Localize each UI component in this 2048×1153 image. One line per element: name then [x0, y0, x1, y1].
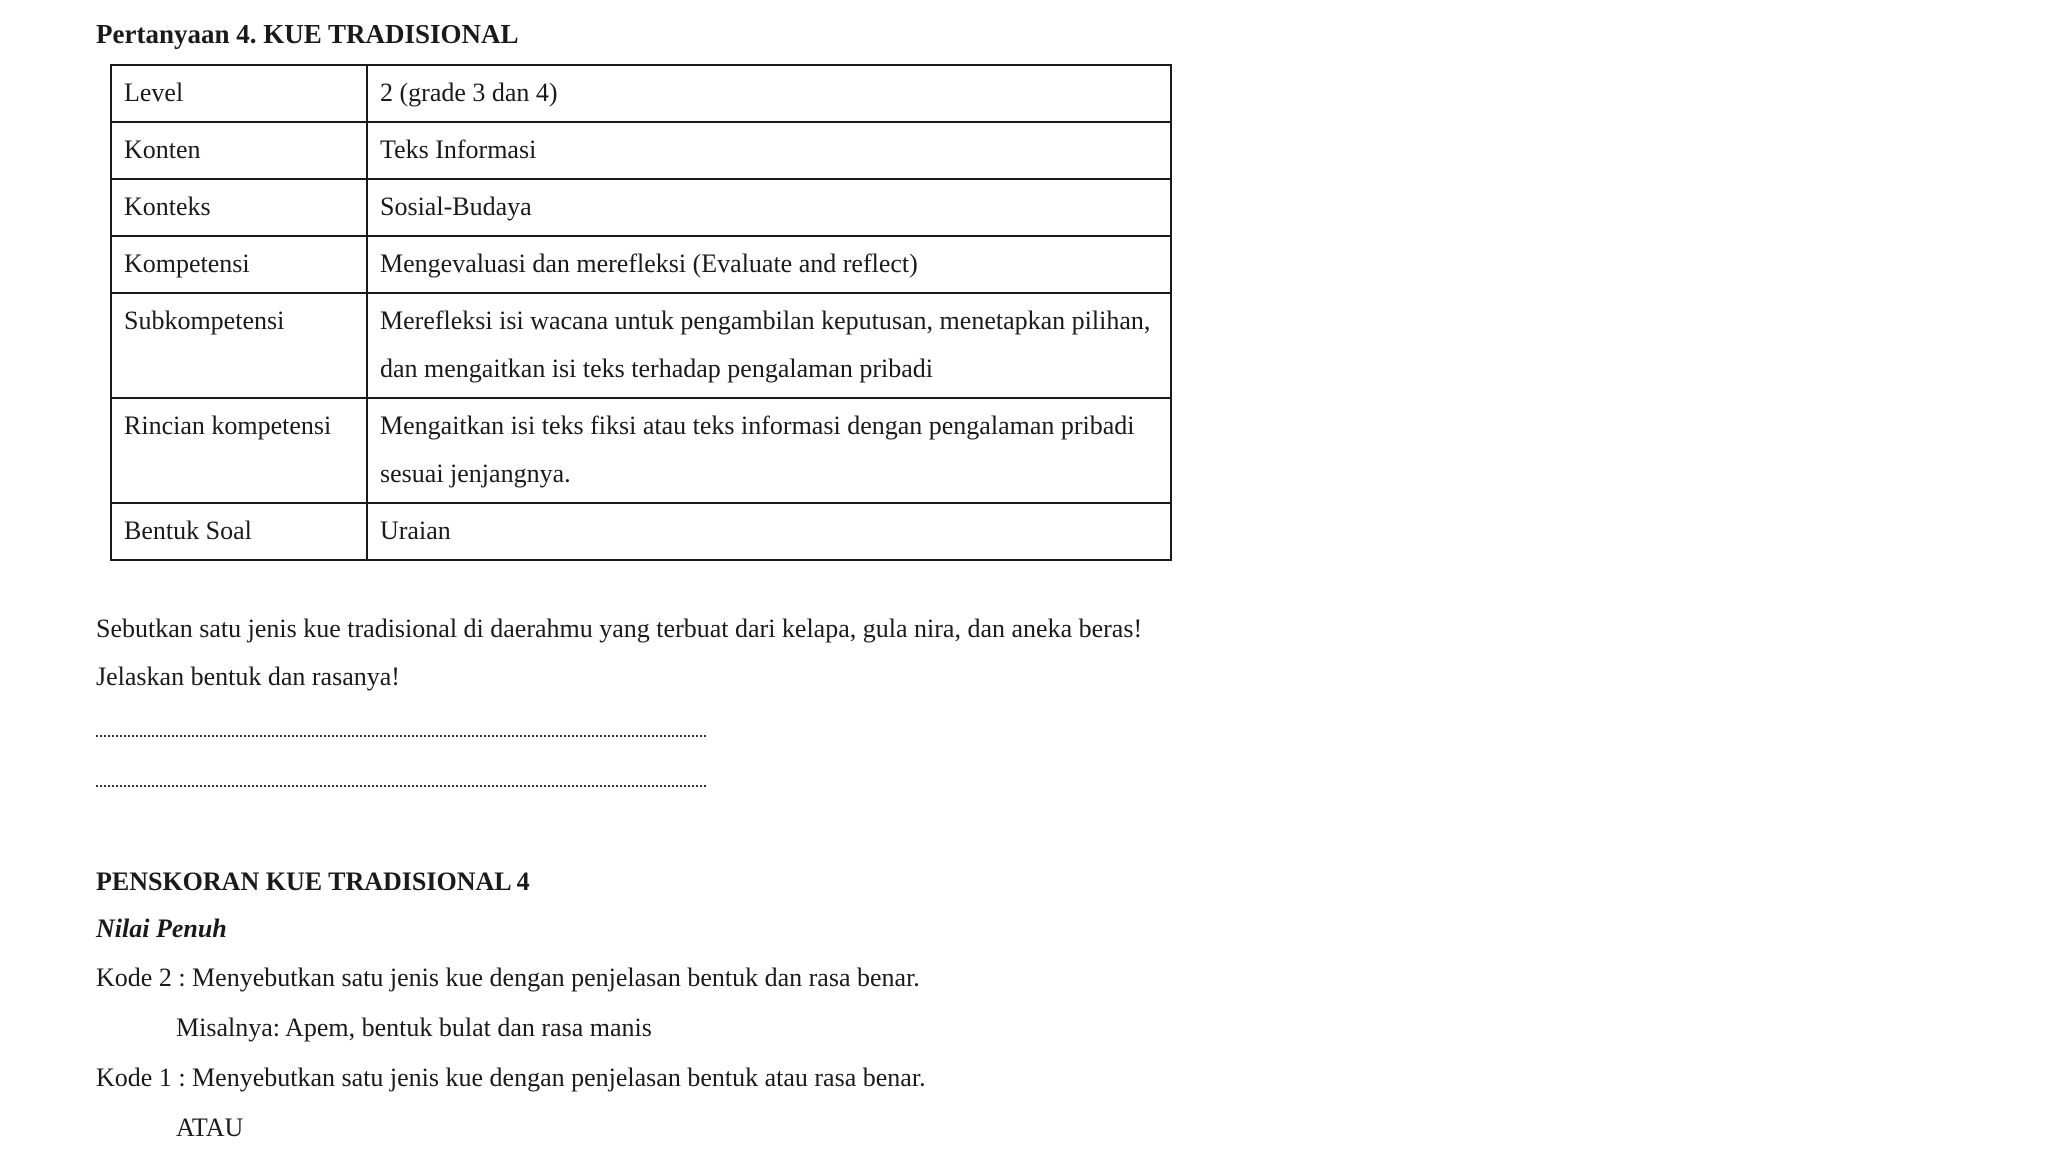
- table-row: [111, 236, 1171, 293]
- answer-line-1: [96, 707, 706, 737]
- row-value-subkompetensi: Merefleksi isi wacana untuk pengambilan keputusan, menetapkan pilihan, dan mengaitkan isi teks terhadap pengalaman pribadi: [367, 293, 1171, 398]
- code-1-or: ATAU: [176, 1113, 244, 1142]
- table-row: [111, 179, 1171, 236]
- row-value-konteks: Sosial-Budaya: [367, 179, 1171, 236]
- table-row: [111, 398, 1171, 503]
- code-2-description: Kode 2 : Menyebutkan satu jenis kue dengan penjelasan bentuk dan rasa benar.: [96, 963, 920, 992]
- row-label-bentuk-soal: Bentuk Soal: [111, 503, 367, 560]
- answer-line-2: [96, 757, 706, 787]
- row-value-kompetensi: Mengevaluasi dan merefleksi (Evaluate and reflect): [367, 236, 1171, 293]
- row-label-rincian-kompetensi: Rincian kompetensi: [111, 398, 367, 503]
- question-prompt: Sebutkan satu jenis kue tradisional di daerahmu yang terbuat dari kelapa, gula nira, dan aneka beras! Jelaskan bentuk dan rasanya!: [96, 614, 1143, 691]
- row-value-rincian-kompetensi: Mengaitkan isi teks fiksi atau teks informasi dengan pengalaman pribadi sesuai jenjangnya.: [367, 398, 1171, 503]
- table-row: [111, 293, 1171, 398]
- specification-table: [110, 64, 1172, 561]
- table-row: [111, 65, 1171, 122]
- row-label-subkompetensi: Subkompetensi: [111, 293, 367, 398]
- code-2-example: Misalnya: Apem, bentuk bulat dan rasa manis: [176, 1013, 652, 1042]
- row-label-konten: Konten: [111, 122, 367, 179]
- scoring-heading: PENSKORAN KUE TRADISIONAL 4: [96, 867, 530, 896]
- row-value-level: 2 (grade 3 dan 4): [367, 65, 1171, 122]
- full-score-label: Nilai Penuh: [96, 914, 227, 943]
- row-value-bentuk-soal: Uraian: [367, 503, 1171, 560]
- table-row: [111, 503, 1171, 560]
- table-row: [111, 122, 1171, 179]
- code-1-description: Kode 1 : Menyebutkan satu jenis kue dengan penjelasan bentuk atau rasa benar.: [96, 1063, 926, 1092]
- row-label-level: Level: [111, 65, 367, 122]
- document-page: [96, 14, 1296, 1153]
- question-title: Pertanyaan 4. KUE TRADISIONAL: [96, 19, 519, 49]
- row-label-kompetensi: Kompetensi: [111, 236, 367, 293]
- row-value-konten: Teks Informasi: [367, 122, 1171, 179]
- row-label-konteks: Konteks: [111, 179, 367, 236]
